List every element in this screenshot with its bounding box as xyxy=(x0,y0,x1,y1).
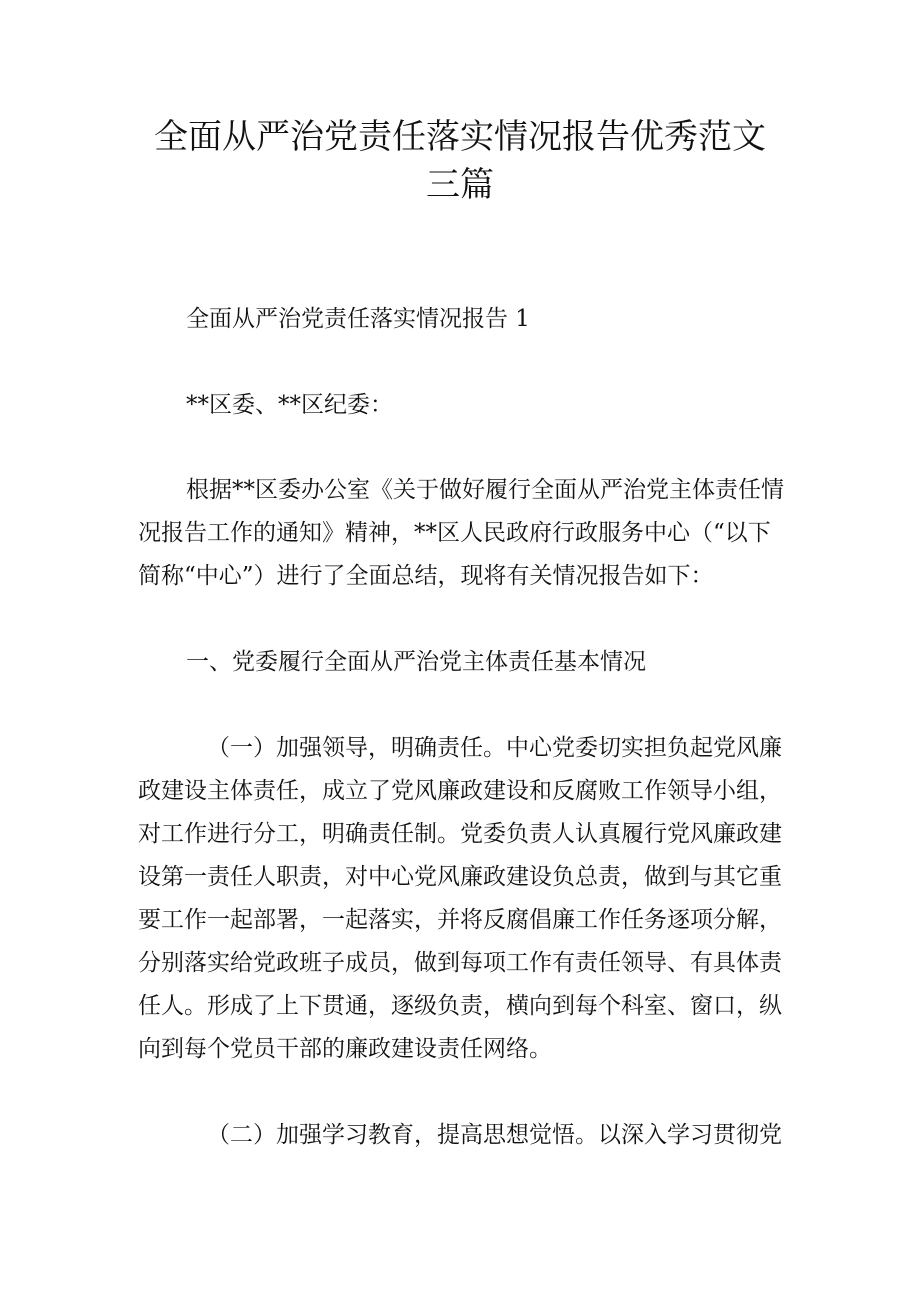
intro-line-3: 简称“中心”）进行了全面总结，现将有关情况报告如下： xyxy=(138,563,714,589)
document-title-line-2: 三篇 xyxy=(426,165,494,205)
document-title-line-1: 全面从严治党责任落实情况报告优秀范文 xyxy=(154,117,766,157)
report-subtitle: 全面从严治党责任落实情况报告 1 xyxy=(186,306,530,332)
paragraph-1-line-7: 任人。形成了上下贯通，逐级负责，横向到每个科室、窗口，纵 xyxy=(138,993,782,1019)
paragraph-1-line-6: 分别落实给党政班子成员，做到每项工作有责任领导、有具体责 xyxy=(138,950,782,976)
paragraph-1-line-3: 对工作进行分工，明确责任制。党委负责人认真履行党风廉政建 xyxy=(138,821,782,847)
intro-line-2: 况报告工作的通知》精神，**区人民政府行政服务中心（“以下 xyxy=(138,520,771,546)
intro-line-1: 根据**区委办公室《关于做好履行全面从严治党主体责任情 xyxy=(186,477,784,503)
paragraph-1-line-5: 要工作一起部署，一起落实，并将反腐倡廉工作任务逐项分解， xyxy=(138,907,782,933)
paragraph-1-line-2: 政建设主体责任，成立了党风廉政建设和反腐败工作领导小组， xyxy=(138,778,782,804)
paragraph-2-line-1: （二）加强学习教育，提高思想觉悟。以深入学习贯彻党 xyxy=(207,1122,782,1148)
paragraph-1-line-1: （一）加强领导，明确责任。中心党委切实担负起党风廉 xyxy=(207,735,782,761)
section-1-heading: 一、党委履行全面从严治党主体责任基本情况 xyxy=(186,649,646,675)
paragraph-1-line-4: 设第一责任人职责，对中心党风廉政建设负总责，做到与其它重 xyxy=(138,864,782,890)
salutation: **区委、**区纪委： xyxy=(186,392,393,418)
paragraph-1-line-8: 向到每个党员干部的廉政建设责任网络。 xyxy=(138,1036,552,1062)
